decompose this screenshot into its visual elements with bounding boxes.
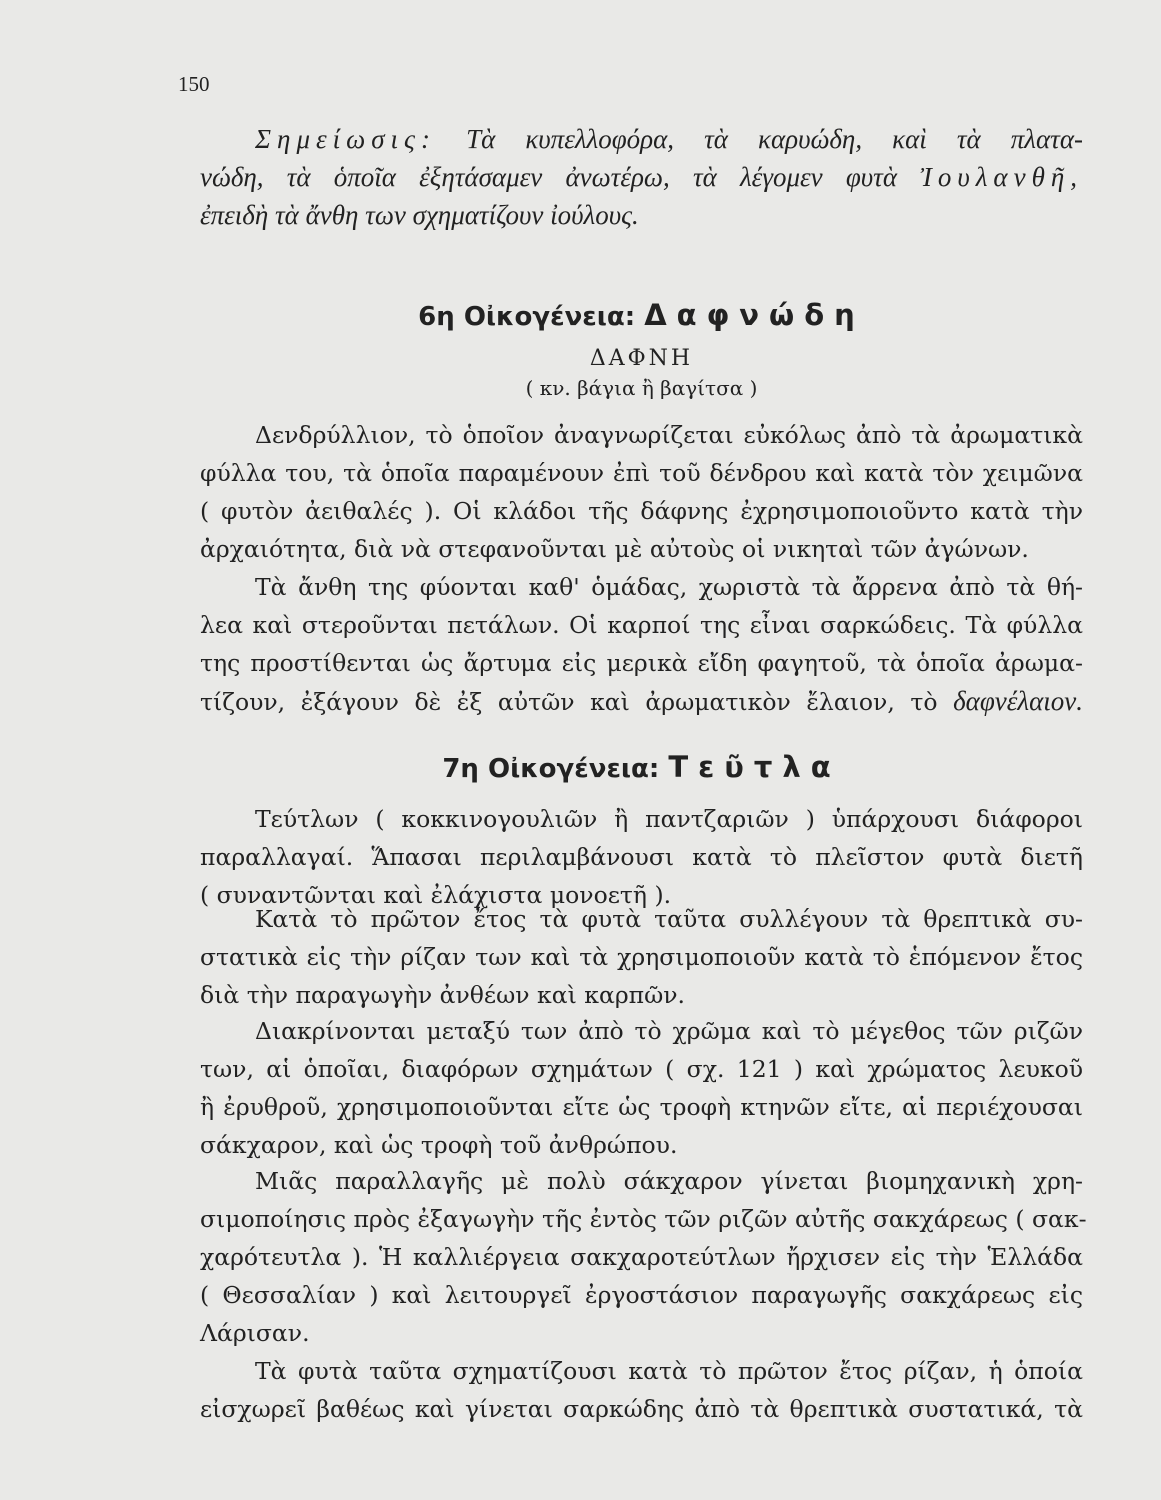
daphnelaion-term: δαφνέλαιον. (953, 686, 1083, 716)
text-line: Δενδρύλλιον, τὸ ὁποῖον ἀναγνωρίζεται εὐκόλως ἀπὸ τὰ ἀρωματικὰ (255, 421, 1083, 449)
text-line: χαρότευτλα ). Ἡ καλλιέργεια σακχαροτεύτλων ἤρχισεν εἰς τὴν Ἑλλάδα (200, 1243, 1083, 1271)
page-number: 150 (178, 72, 210, 96)
section-6-prefix: 6η Οἰκογένεια: (418, 302, 636, 332)
text-line: Κατὰ τὸ πρῶτον ἔτος τὰ φυτὰ ταῦτα συλλέγουν τὰ θρεπτικὰ συ- (255, 905, 1083, 933)
text-line: νώδη, τὰ ὁποῖα ἐξητάσαμεν ἀνωτέρω, τὰ λέγομεν φυτὰ Ἰουλανθῆ, (200, 162, 1083, 192)
section-6-paragraph-2 (200, 568, 1083, 721)
section-7-paragraph-3 (200, 1012, 1083, 1164)
note-paragraph (200, 120, 1083, 234)
section-6-heading (200, 298, 1083, 332)
text-line: στατικὰ εἰς τὴν ρίζαν των καὶ τὰ χρησιμοποιοῦν κατὰ τὸ ἑπόμενον ἔτος (200, 943, 1083, 971)
text-line: Μιᾶς παραλλαγῆς μὲ πολὺ σάκχαρον γίνεται βιομηχανικὴ χρη- (255, 1167, 1083, 1195)
text-line: ἐπειδὴ τὰ ἄνθη των σχηματίζουν ἰούλους. (200, 200, 639, 230)
text-line: Τεύτλων ( κοκκινογουλιῶν ἢ παντζαριῶν ) ὑπάρχουσι διάφοροι (255, 805, 1083, 833)
text-line: παραλλαγαί. Ἅπασαι περιλαμβάνουσι κατὰ τὸ πλεῖστον φυτὰ διετῆ (200, 843, 1083, 871)
text-line: Σημείωσις: Τὰ κυπελλοφόρα, τὰ καρυώδη, καὶ τὰ πλατα- (255, 124, 1084, 154)
text-line: της προστίθενται ὡς ἄρτυμα εἰς μερικὰ εἴδη φαγητοῦ, τὰ ὁποῖα ἀρωμα- (200, 649, 1083, 677)
text-line: διὰ τὴν παραγωγὴν ἀνθέων καὶ καρπῶν. (200, 981, 685, 1009)
text-line: φύλλα του, τὰ ὁποῖα παραμένουν ἐπὶ τοῦ δένδρου καὶ κατὰ τὸν χειμῶνα (200, 459, 1083, 487)
text-line: ( φυτὸν ἀειθαλές ). Οἱ κλάδοι τῆς δάφνης ἐχρησιμοποιοῦντο κατὰ τὴν (200, 497, 1083, 525)
text-line: των, αἱ ὁποῖαι, διαφόρων σχημάτων ( σχ. 121 ) καὶ χρώματος λευκοῦ (200, 1055, 1083, 1083)
ioulanthi-term: Ἰουλανθῆ, (920, 162, 1083, 192)
section-6-subtitle: ΔΑΦΝΗ (589, 346, 694, 371)
text-line: ( συναντῶνται καὶ ἐλάχιστα μονοετῆ ). (200, 881, 672, 909)
text-line: Τὰ ἄνθη της φύονται καθ' ὁμάδας, χωριστὰ τὰ ἄρρενα ἀπὸ τὰ θή- (255, 573, 1083, 601)
text-line: εἰσχωρεῖ βαθέως καὶ γίνεται σαρκώδης ἀπὸ τὰ θρεπτικὰ συστατικά, τὰ (200, 1395, 1083, 1423)
section-7-heading (200, 750, 1083, 784)
section-7-paragraph-1 (200, 800, 1083, 914)
text-line: σιμοποίησις πρὸς ἐξαγωγὴν τῆς ἐντὸς τῶν ριζῶν αὐτῆς σακχάρεως ( σακ- (200, 1205, 1087, 1233)
section-6-paragraph-1 (200, 416, 1083, 568)
section-6-title: Δαφνώδη (644, 298, 865, 332)
text-line: τίζουν, ἐξάγουν δὲ ἐξ αὐτῶν καὶ ἀρωματικὸν ἔλαιον, τὸ δαφνέλαιον. (200, 686, 1083, 716)
section-7-prefix: 7η Οἰκογένεια: (442, 754, 660, 784)
section-7-title: Τεῦτλα (668, 750, 841, 784)
text-line: ἢ ἐρυθροῦ, χρησιμοποιοῦνται εἴτε ὡς τροφὴ κτηνῶν εἴτε, αἱ περιέχουσαι (200, 1093, 1083, 1121)
text-line: Διακρίνονται μεταξύ των ἀπὸ τὸ χρῶμα καὶ τὸ μέγεθος τῶν ριζῶν (255, 1017, 1083, 1045)
section-6-common-names: ( κν. βάγια ἢ βαγίτσα ) (525, 376, 758, 400)
text-line: ( Θεσσαλίαν ) καὶ λειτουργεῖ ἐργοστάσιον παραγωγῆς σακχάρεως εἰς (200, 1281, 1083, 1309)
section-7-paragraph-4 (200, 1162, 1087, 1352)
note-label: Σημείωσις: (255, 124, 436, 154)
text-line: Τὰ φυτὰ ταῦτα σχηματίζουσι κατὰ τὸ πρῶτον ἔτος ρίζαν, ἡ ὁποία (255, 1357, 1083, 1385)
section-7-paragraph-2 (200, 900, 1083, 1014)
text-line: ἀρχαιότητα, διὰ νὰ στεφανοῦνται μὲ αὐτοὺς οἱ νικηταὶ τῶν ἀγώνων. (200, 535, 1029, 563)
text-line: σάκχαρον, καὶ ὡς τροφὴ τοῦ ἀνθρώπου. (200, 1131, 678, 1159)
text-line: Λάρισαν. (200, 1319, 310, 1347)
text-line: λεα καὶ στεροῦνται πετάλων. Οἱ καρποί της εἶναι σαρκώδεις. Τὰ φύλλα (200, 611, 1083, 639)
section-7-paragraph-5 (200, 1352, 1083, 1428)
